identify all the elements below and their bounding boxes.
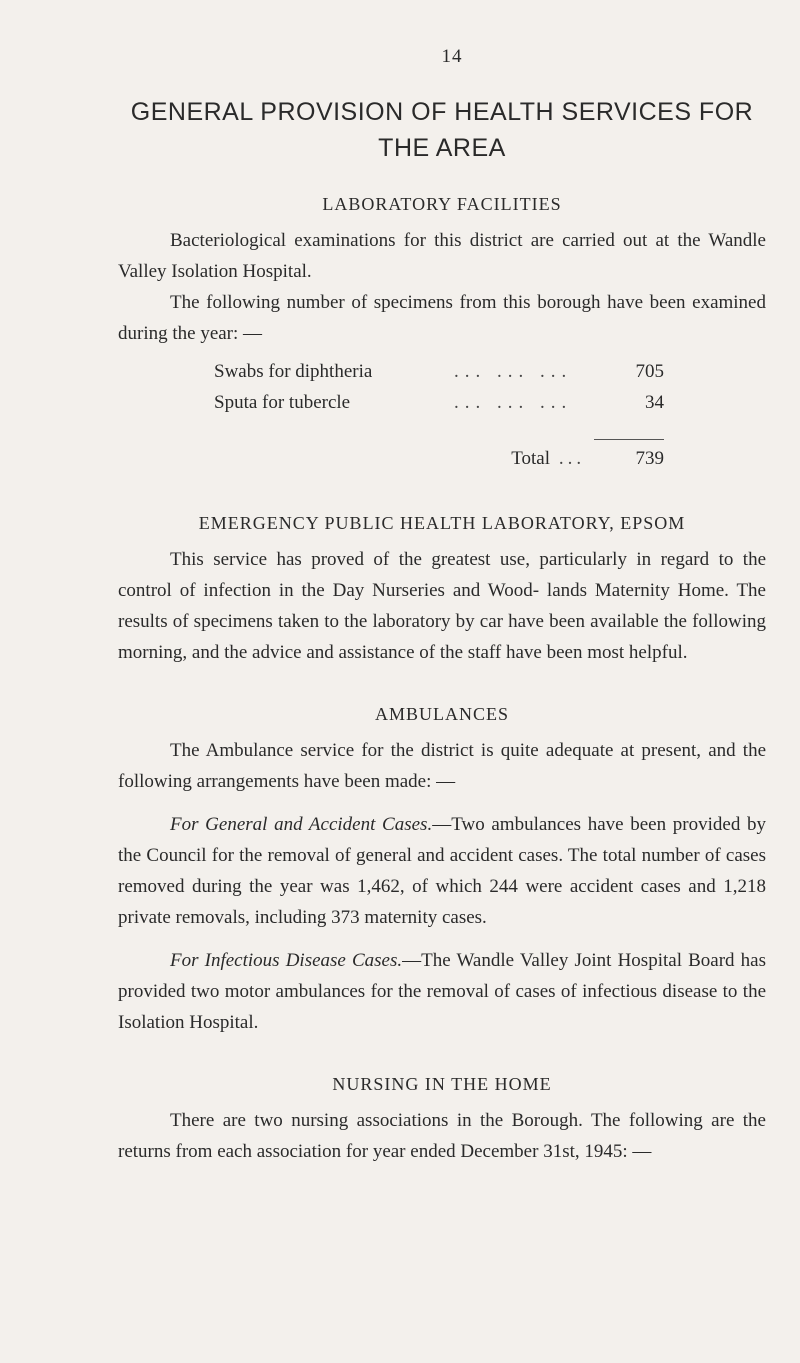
infectious-cases-text: —The Wandle Valley Joint Hospital Board has provided two motor ambulances for the removal of cases of infectious disease to the Isolation Hospital. [118,950,766,1033]
laboratory-section [118,225,766,349]
laboratory-heading: LABORATORY FACILITIES [322,194,562,214]
total-label: Total [511,448,550,469]
ambulances-paragraph-1: The Ambulance service for the district is quite adequate at present, and the following arrangements have been made: — [118,740,766,792]
total-rule [594,439,664,440]
page-number: 14 [441,46,463,67]
row-value: 705 [635,361,664,382]
table-row [214,361,664,392]
emergency-heading: EMERGENCY PUBLIC HEALTH LABORATORY, EPSOM [198,513,686,533]
row-value: 34 [645,392,664,413]
general-cases-lead: For General and Accident Cases. [170,814,433,835]
nursing-section [118,1105,766,1167]
total-row [214,448,664,479]
leader-dots: ... [558,448,586,469]
general-cases-text: —Two ambulances have been provided by the Council for the removal of general and accident cases. The total number of cases removed during the year was 1,462, of which 244 were accident cases and 1,218 private removals, including 373 maternity cases. [118,814,766,928]
page-title: GENERAL PROVISION OF HEALTH SERVICES FOR THE AREA [130,98,754,162]
emergency-paragraph: This service has proved of the greatest use, particularly in regard to the control of infection in the Day Nurseries and Wood- lands Maternity Home. The results of specimens taken to the laboratory by car have been available the following morning, and the advice and assistance of the staff have been most helpful. [118,549,766,663]
infectious-cases-lead: For Infectious Disease Cases. [170,950,403,971]
leader-dots: ... ... ... [454,361,573,382]
laboratory-paragraph-1: Bacteriological examinations for this district are carried out at the Wandle Valley Isolation Hospital. [118,230,766,282]
row-label: Swabs for diphtheria [214,361,373,382]
ambulances-section [118,735,766,1038]
emergency-section [118,544,766,668]
infectious-cases-paragraph [118,945,766,1038]
table-row [214,392,664,423]
specimens-table [214,361,664,479]
nursing-paragraph: There are two nursing associations in the Borough. The following are the returns from each association for year ended December 31st, 1945: — [118,1110,766,1162]
laboratory-paragraph-2: The following number of specimens from this borough have been examined during the year: — [118,292,766,344]
leader-dots: ... ... ... [454,392,573,413]
total-value: 739 [635,448,664,469]
document-page [118,40,766,1167]
ambulances-heading: AMBULANCES [374,704,509,724]
nursing-heading: NURSING IN THE HOME [332,1074,552,1094]
row-label: Sputa for tubercle [214,392,351,413]
general-cases-paragraph [118,809,766,933]
